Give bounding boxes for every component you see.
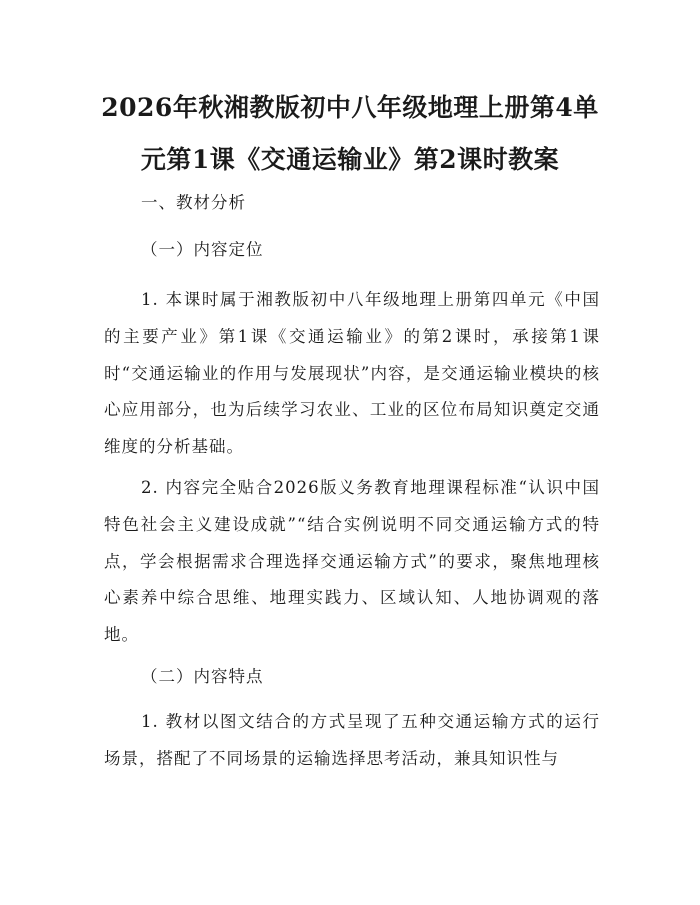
title-line-2: 元第1课《交通运输业》第2课时教案 bbox=[140, 145, 560, 174]
document-title bbox=[60, 82, 640, 186]
section-heading-textbook-analysis: 一、教材分析 bbox=[141, 193, 246, 212]
paragraph-1: 1. 本课时属于湘教版初中八年级地理上册第四单元《中国的主要产业》第1课《交通运输业》的第2课时，承接第1课时“交通运输业的作用与发展现状”内容，是交通运输业模块的核心应用部分，也为后续学习农业、工业的区位布局知识奠定交通维度的分析基础。 bbox=[104, 290, 600, 457]
subsection-heading-content-positioning: （一）内容定位 bbox=[141, 240, 264, 259]
paragraph-2: 2. 内容完全贴合2026版义务教育地理课程标准“认识中国特色社会主义建设成就”“结合实例说明不同交通运输方式的特点，学会根据需求合理选择交通运输方式”的要求，聚焦地理核心素养中综合思维、地理实践力、区域认知、人地协调观的落地。 bbox=[104, 478, 600, 645]
subsection-heading-content-features: （二）内容特点 bbox=[141, 667, 264, 686]
title-line-1: 2026年秋湘教版初中八年级地理上册第4单 bbox=[101, 93, 599, 122]
paragraph-3: 1. 教材以图文结合的方式呈现了五种交通运输方式的运行场景，搭配了不同场景的运输选择思考活动，兼具知识性与 bbox=[104, 712, 600, 768]
